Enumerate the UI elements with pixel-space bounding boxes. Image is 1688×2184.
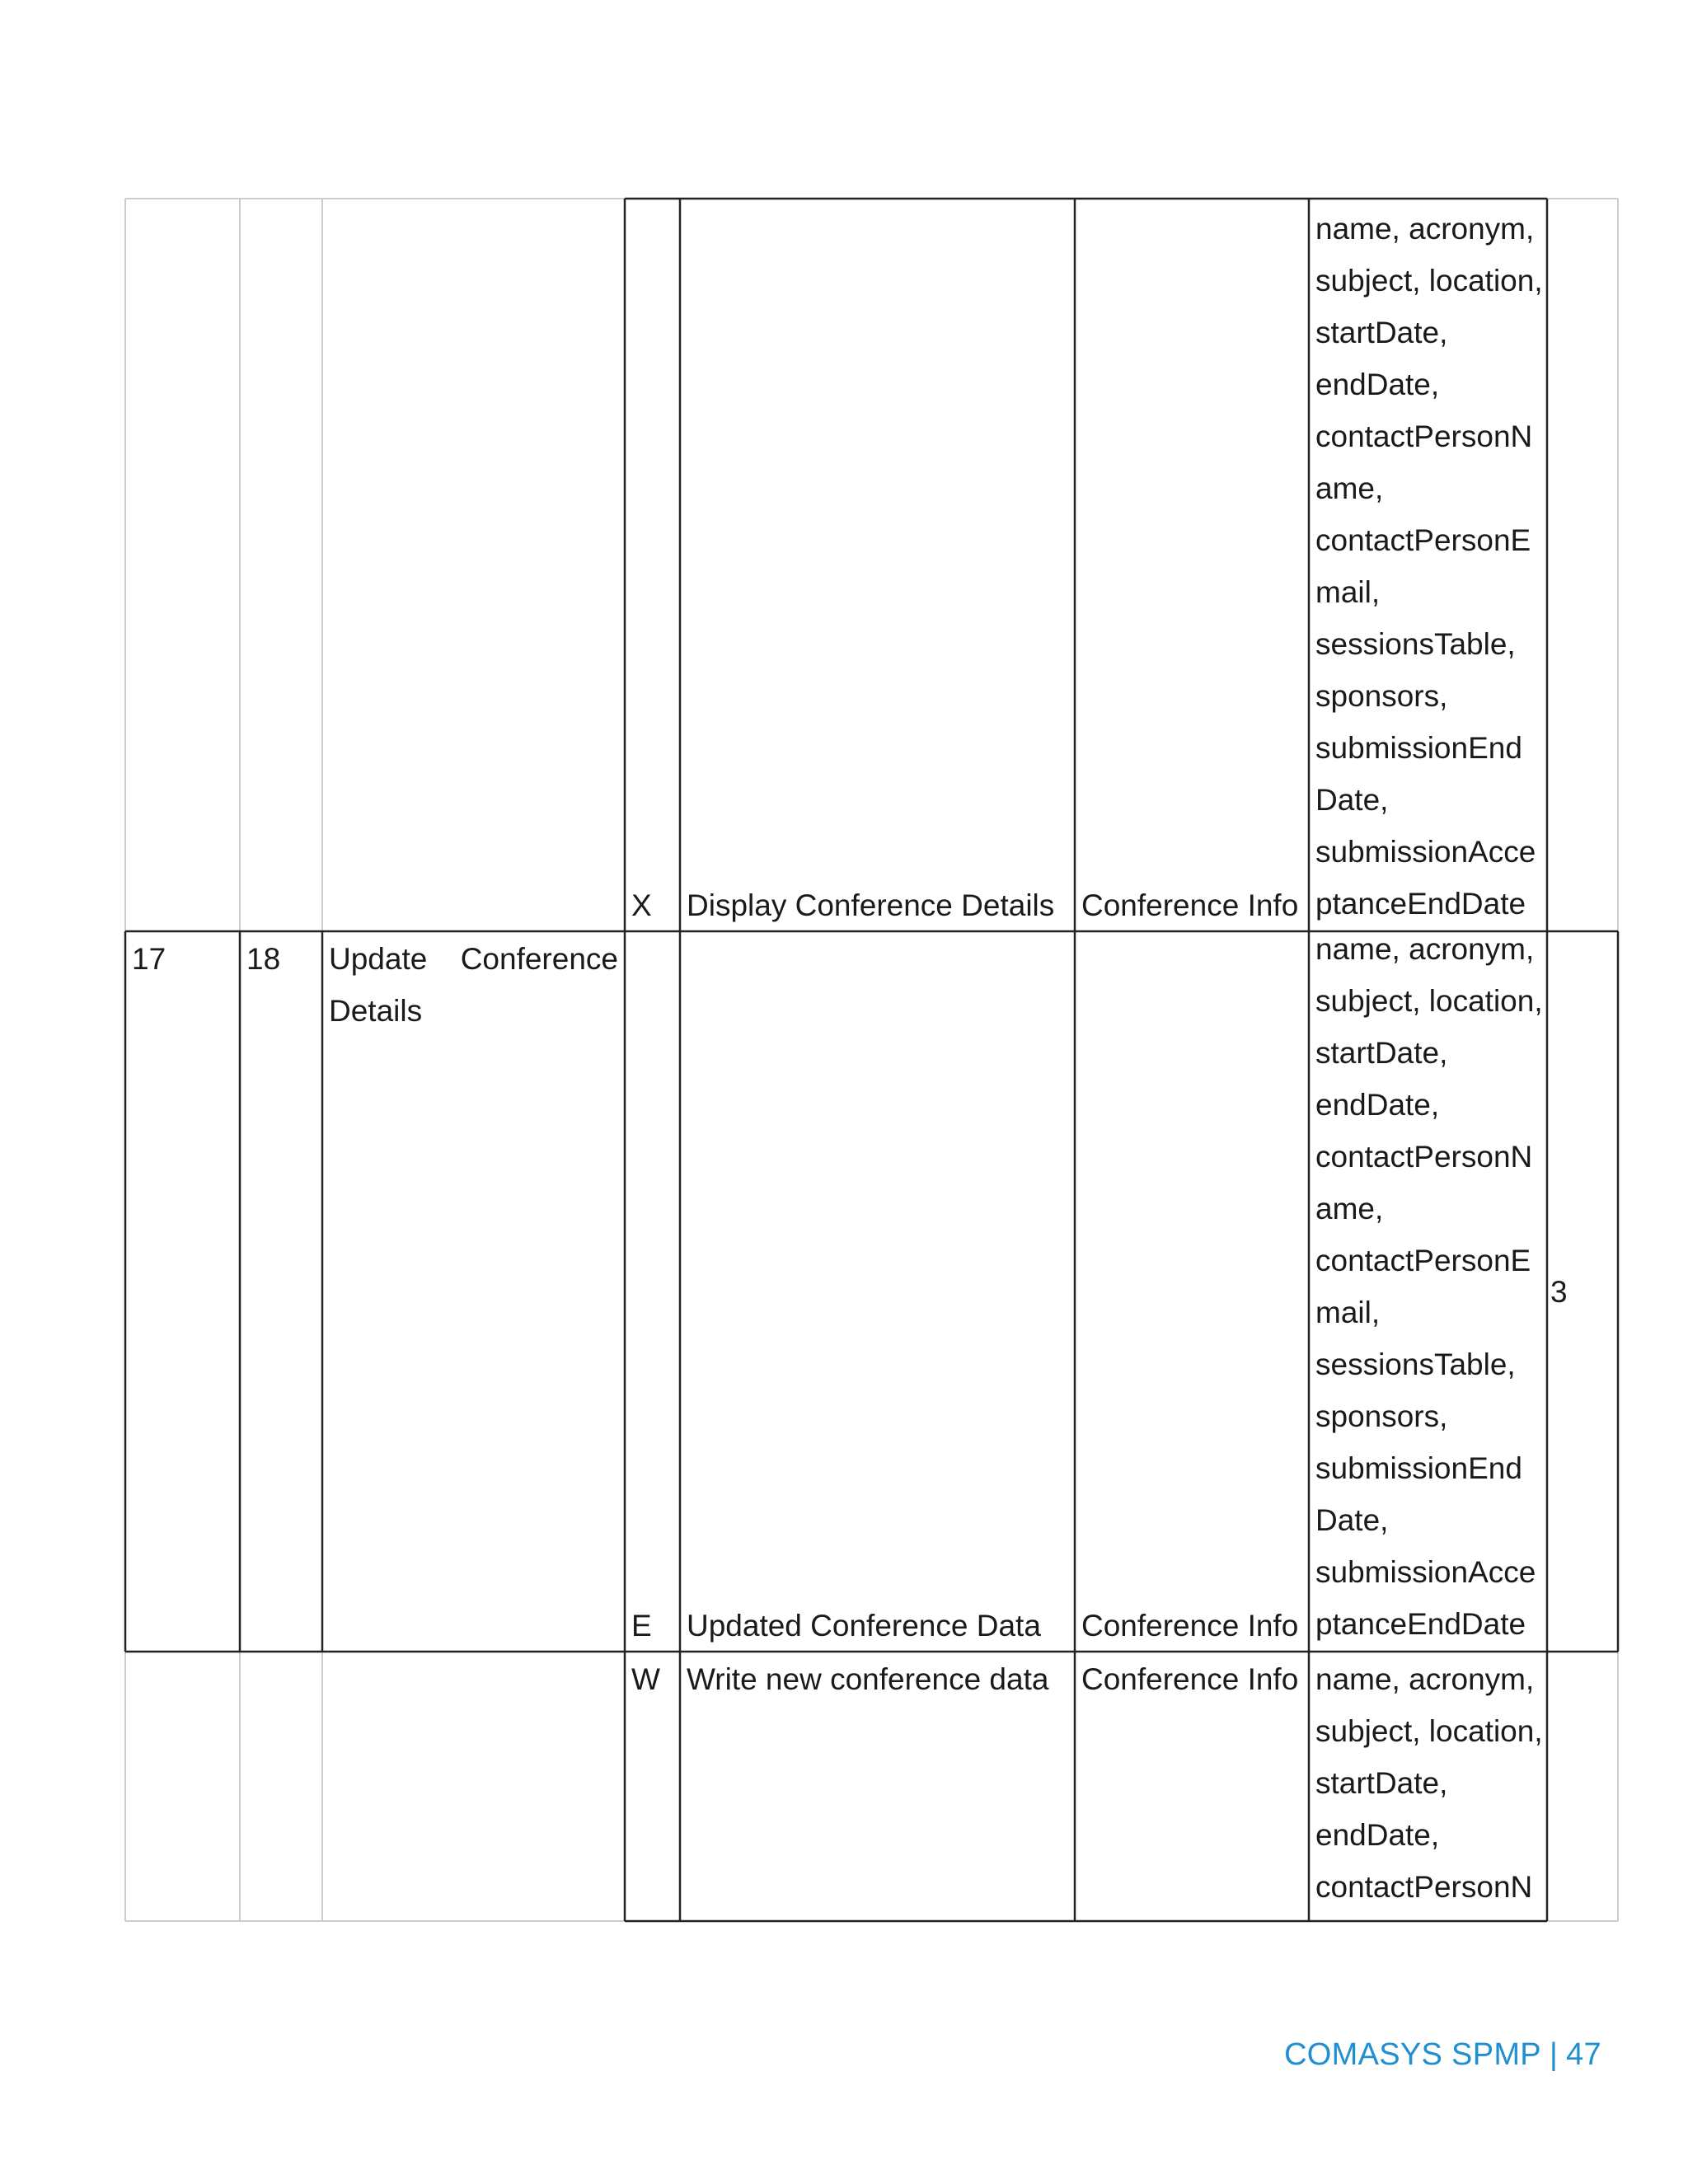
row1-object-cell (1075, 875, 1309, 931)
row3-description-cell (680, 1653, 1075, 1705)
attribute-line: contactPersonE (1315, 1244, 1531, 1277)
attribute-line: name, acronym, (1315, 1662, 1535, 1696)
row3-type-cell (625, 1653, 680, 1705)
row2-name-word1: Update (329, 942, 428, 976)
attribute-line: submissionAcce (1315, 1555, 1536, 1589)
attribute-line: sponsors, (1315, 1399, 1448, 1433)
row3-description: Write new conference data (687, 1662, 1049, 1696)
attribute-line: startDate, (1315, 1766, 1448, 1800)
attribute-line: contactPersonN (1315, 1870, 1533, 1904)
attribute-line: endDate, (1315, 368, 1440, 401)
attribute-line: sponsors, (1315, 679, 1448, 713)
attribute-line: contactPersonN (1315, 419, 1533, 453)
page-number: 47 (1566, 2037, 1601, 2072)
attribute-line: Date, (1315, 783, 1389, 817)
row2-col1: 17 (132, 942, 166, 976)
attribute-line: submissionAcce (1315, 835, 1536, 869)
row2-type-cell (625, 1596, 680, 1652)
row3-object: Conference Info (1081, 1662, 1299, 1696)
row2-name-word2: Conference (460, 942, 618, 976)
row3-object-cell (1075, 1653, 1309, 1705)
footer-separator: | (1549, 2037, 1559, 2072)
attribute-line: sessionsTable, (1315, 627, 1516, 661)
row1-object: Conference Info (1081, 888, 1299, 922)
row2-description: Updated Conference Data (687, 1609, 1041, 1643)
row3-type: W (631, 1662, 660, 1696)
attribute-line: subject, location, (1315, 1714, 1543, 1748)
attribute-line: Date, (1315, 1503, 1389, 1537)
footer-title: COMASYS SPMP (1284, 2037, 1541, 2072)
row2-description-cell (680, 1596, 1075, 1652)
row2-col2: 18 (246, 942, 281, 976)
attribute-line: submissionEnd (1315, 731, 1522, 765)
attribute-line: endDate, (1315, 1818, 1440, 1852)
attribute-line: startDate, (1315, 1036, 1448, 1070)
row2-name-line1 (329, 933, 618, 985)
row1-type: X (631, 888, 652, 922)
row2-attributes-cell (1309, 923, 1547, 1650)
attribute-line: endDate, (1315, 1088, 1440, 1122)
row3-attributes-cell (1309, 1653, 1547, 1913)
attribute-line: subject, location, (1315, 264, 1543, 298)
page-footer (1284, 2037, 1601, 2073)
attribute-line: ame, (1315, 471, 1384, 505)
row1-description-cell (680, 875, 1075, 931)
attribute-line: submissionEnd (1315, 1451, 1522, 1485)
attribute-line: ptanceEndDate (1315, 1607, 1526, 1641)
attribute-line: ame, (1315, 1192, 1384, 1226)
attribute-line: contactPersonE (1315, 523, 1531, 557)
row2-col2-cell (240, 933, 322, 985)
row2-object: Conference Info (1081, 1609, 1299, 1643)
attribute-line: mail, (1315, 575, 1381, 609)
attribute-line: mail, (1315, 1296, 1381, 1329)
row2-name-cell (322, 933, 625, 1037)
attribute-line: contactPersonN (1315, 1140, 1533, 1174)
row2-name-line2: Details (329, 994, 423, 1028)
row1-attributes-cell (1309, 203, 1547, 930)
attribute-line: startDate, (1315, 316, 1448, 349)
row2-object-cell (1075, 1596, 1309, 1652)
row1-type-cell (625, 875, 680, 931)
attribute-line: sessionsTable, (1315, 1347, 1516, 1381)
row2-col1-cell (125, 933, 240, 985)
attribute-line: subject, location, (1315, 984, 1543, 1018)
attribute-line: name, acronym, (1315, 212, 1535, 246)
attribute-line: name, acronym, (1315, 932, 1535, 966)
row1-description: Display Conference Details (687, 888, 1055, 922)
row2-cfp-cell (1547, 1266, 1618, 1318)
row2-type: E (631, 1609, 652, 1643)
row2-cfp: 3 (1550, 1275, 1568, 1309)
attribute-line: ptanceEndDate (1315, 887, 1526, 921)
